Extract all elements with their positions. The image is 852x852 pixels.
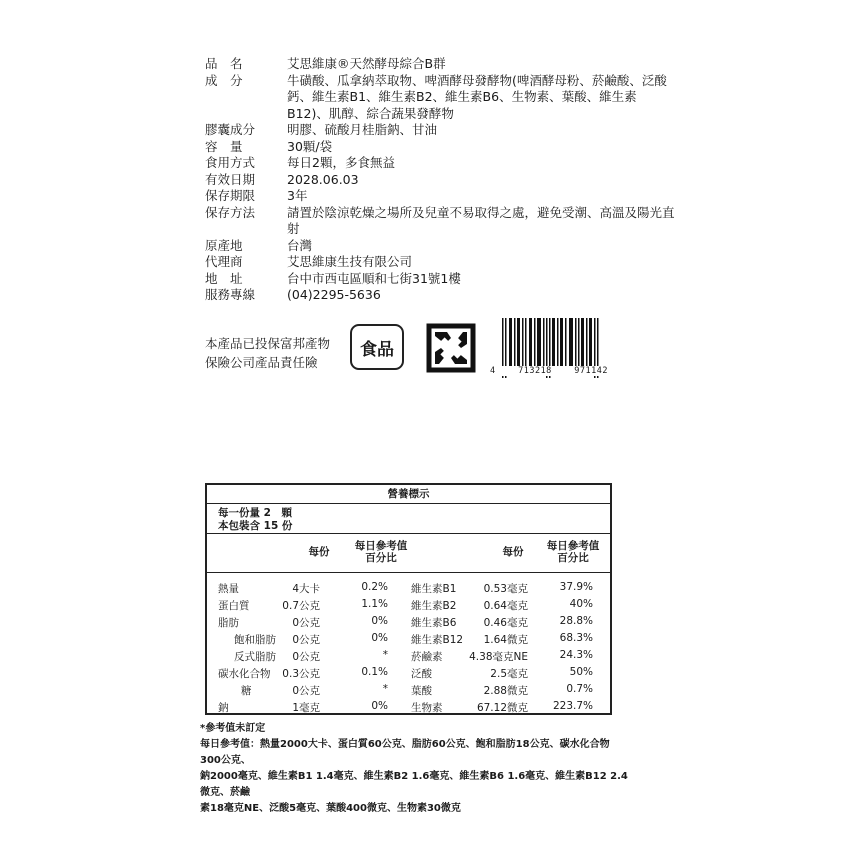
info-value: (04)2295-5636 — [287, 287, 381, 302]
info-row-origin — [205, 238, 675, 255]
barcode-digit-lead: 4 — [490, 366, 496, 376]
nutrient-amount: 1毫克 — [292, 702, 320, 714]
insurance-line-2: 保險公司產品責任險 — [205, 355, 318, 370]
info-row-ingredients — [205, 73, 675, 123]
note-line-4: 素18毫克NE、泛酸5毫克、葉酸400微克、生物素30微克 — [200, 803, 461, 814]
nutrient-name: 維生素B1 — [411, 583, 457, 595]
nutrition-facts-table — [205, 483, 612, 715]
info-label: 地 址 — [205, 270, 243, 286]
nutrient-amount: 0公克 — [292, 617, 320, 629]
nutrient-name: 葉酸 — [411, 685, 432, 697]
insurance-line-1: 本產品已投保富邦產物 — [205, 336, 331, 351]
serving-info — [207, 504, 610, 534]
nutrient-amount: 0.64毫克 — [483, 600, 528, 612]
product-info-block — [205, 56, 675, 304]
info-value: 請置於陰涼乾燥之場所及兒童不易取得之處，避免受潮、高溫及陽光直射 — [287, 204, 675, 236]
info-value: 明膠、硫酸月桂脂鈉、甘油 — [287, 122, 438, 137]
nutrition-title: 營養標示 — [207, 485, 610, 504]
nutrient-dv: 37.9% — [559, 581, 593, 593]
info-value: 台中市西屯區順和七街31號1樓 — [287, 270, 461, 286]
info-row-usage — [205, 155, 675, 172]
col-dv-right-1: 每日參考值 — [546, 540, 600, 552]
nutrient-dv: 0.2% — [361, 581, 388, 593]
serving-size: 每一份量 2 顆 — [218, 507, 292, 519]
nutrient-name: 維生素B2 — [411, 600, 457, 612]
info-label: 品 名 — [205, 56, 243, 71]
info-label: 代理商 — [205, 254, 243, 269]
info-label: 原產地 — [205, 237, 243, 253]
nutrient-dv: 68.3% — [559, 632, 593, 644]
barcode-number — [490, 366, 608, 376]
nutrient-dv: 1.1% — [361, 598, 388, 610]
barcode-digit-right: 971142 — [574, 366, 608, 376]
info-value: 艾思維康生技有限公司 — [287, 254, 413, 269]
note-line-2: 每日參考值：熱量2000大卡、蛋白質60公克、脂肪60公克、飽和脂肪18公克、碳水化合物300公克、 — [200, 739, 610, 766]
col-dv-left-2: 百分比 — [365, 552, 397, 564]
servings-per-pack: 本包裝含 15 份 — [218, 520, 293, 532]
nutrient-name: 蛋白質 — [218, 600, 250, 612]
info-row-shelf-life — [205, 188, 675, 205]
nutrient-name: 生物素 — [411, 702, 443, 714]
nutrient-name: 菸鹼素 — [411, 651, 443, 663]
nutrient-dv: 50% — [569, 666, 593, 678]
nutrition-header — [207, 534, 610, 573]
nutrient-amount: 0.7公克 — [282, 600, 320, 612]
info-value: 2028.06.03 — [287, 171, 359, 187]
nutrition-row — [207, 598, 610, 615]
info-label: 保存方法 — [205, 204, 256, 220]
info-label: 保存期限 — [205, 188, 256, 203]
info-value: 每日2顆，多食無益 — [287, 155, 395, 170]
nutrient-name: 熱量 — [218, 583, 239, 595]
nutrient-dv: 40% — [569, 598, 593, 610]
info-row-hotline — [205, 287, 675, 304]
info-row-agent — [205, 254, 675, 271]
info-row-volume — [205, 139, 675, 156]
nutrient-name: 碳水化合物 — [218, 668, 271, 680]
info-value: 台灣 — [287, 237, 313, 253]
nutrient-amount: 4.38毫克NE — [469, 651, 528, 663]
info-label: 服務專線 — [205, 287, 256, 302]
nutrition-row — [207, 615, 610, 632]
info-row-name — [205, 56, 675, 73]
nutrient-amount: 0.3公克 — [282, 668, 320, 680]
nutrient-dv: 0.7% — [566, 683, 593, 695]
nutrient-dv: 28.8% — [559, 615, 593, 627]
nutrition-row — [207, 581, 610, 598]
nutrient-amount: 0.46毫克 — [483, 617, 528, 629]
info-label: 有效日期 — [205, 171, 256, 187]
nutrient-name: 鈉 — [218, 702, 229, 714]
col-dv-left-1: 每日參考值 — [354, 540, 408, 552]
info-value: 3年 — [287, 188, 308, 203]
info-label: 食用方式 — [205, 155, 256, 170]
nutrition-row — [207, 632, 610, 649]
nutrition-row — [207, 683, 610, 700]
nutrient-dv: * — [382, 649, 388, 661]
nutrient-dv: 0% — [371, 700, 388, 712]
nutrient-amount: 0公克 — [292, 685, 320, 697]
nutrient-name: 維生素B12 — [411, 634, 464, 646]
nutrient-amount: 2.88微克 — [483, 685, 528, 697]
nutrient-amount: 67.12微克 — [476, 702, 528, 714]
nutrient-name: 脂肪 — [218, 617, 239, 629]
col-dv-right-2: 百分比 — [557, 552, 589, 564]
col-per-serving-right: 每份 — [502, 546, 524, 558]
recycle-icon — [425, 322, 477, 374]
nutrient-amount: 0公克 — [292, 651, 320, 663]
nutrition-row — [207, 700, 610, 717]
nutrient-name: 維生素B6 — [411, 617, 457, 629]
info-label: 容 量 — [205, 138, 243, 154]
nutrient-name: 飽和脂肪 — [234, 634, 276, 646]
info-label: 膠囊成分 — [205, 122, 256, 137]
nutrient-dv: * — [382, 683, 388, 695]
nutrient-amount: 2.5毫克 — [490, 668, 528, 680]
nutrient-amount: 1.64微克 — [483, 634, 528, 646]
info-label: 成 分 — [205, 72, 243, 88]
nutrition-row — [207, 649, 610, 666]
note-line-1: *參考值未訂定 — [200, 723, 266, 734]
info-row-expiry — [205, 172, 675, 189]
info-value: 艾思維康®天然酵母綜合B群 — [287, 56, 446, 71]
note-line-3: 鈉2000毫克、維生素B1 1.4毫克、維生素B2 1.6毫克、維生素B6 1.6毫克、維生素B12 2.4微克、菸鹼 — [200, 771, 628, 798]
nutrient-dv: 0% — [371, 615, 388, 627]
nutrient-amount: 0公克 — [292, 634, 320, 646]
info-row-storage — [205, 205, 675, 238]
nutrient-name: 反式脂肪 — [234, 651, 276, 663]
nutrient-amount: 0.53毫克 — [483, 583, 528, 595]
insurance-notice — [205, 334, 330, 372]
nutrient-dv: 24.3% — [559, 649, 593, 661]
nutrient-name: 糖 — [241, 685, 252, 697]
info-value: 30顆/袋 — [287, 138, 333, 154]
barcode-digit-left: 713218 — [518, 366, 552, 376]
food-badge: 食品 — [350, 324, 404, 370]
nutrition-row — [207, 666, 610, 683]
nutrient-dv: 223.7% — [552, 700, 593, 712]
info-value: 牛磺酸、瓜拿納萃取物、啤酒酵母發酵物(啤酒酵母粉、菸鹼酸、泛酸鈣、維生素B1、維生素B2、維生素B6、生物素、葉酸、維生素B12)、肌醇、綜合蔬果發酵物 — [287, 72, 667, 121]
col-per-serving-left: 每份 — [308, 546, 330, 558]
info-row-capsule — [205, 122, 675, 139]
nutrition-notes — [200, 721, 630, 817]
nutrient-name: 泛酸 — [411, 668, 432, 680]
nutrient-amount: 4大卡 — [292, 583, 320, 595]
nutrient-dv: 0% — [371, 632, 388, 644]
nutrient-dv: 0.1% — [361, 666, 388, 678]
info-row-address — [205, 271, 675, 288]
